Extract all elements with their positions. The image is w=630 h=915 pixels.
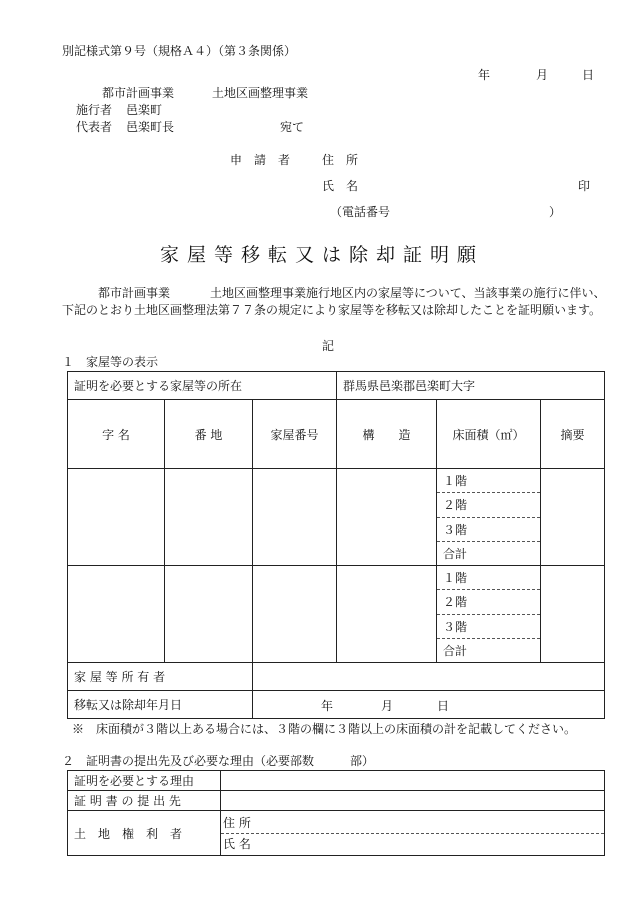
destination-label: 証 明 書 の 提 出 先 <box>68 791 221 811</box>
holder-address-label: 住 所 <box>221 813 604 834</box>
entry1-aza[interactable] <box>68 469 165 566</box>
request-paragraph <box>62 285 607 319</box>
representative-value: 邑楽町長 <box>126 120 175 134</box>
relocation-date-value[interactable] <box>253 691 605 719</box>
entry1-floor-area[interactable] <box>437 469 541 566</box>
applicant-label: 申 請 者 <box>230 153 291 167</box>
entry1-floor-total: 合計 <box>443 546 468 561</box>
reloc-month: 月 <box>381 699 394 713</box>
section2-heading-a: ２ 証明書の提出先及び必要な理由（必要部数 <box>62 754 315 768</box>
honorific: 宛て <box>280 120 305 134</box>
submission-table <box>67 770 605 856</box>
col-house-number: 家屋番号 <box>253 400 337 469</box>
reason-label: 証明を必要とする理由 <box>68 771 221 791</box>
owner-value[interactable] <box>253 663 605 691</box>
phone-close: ） <box>549 205 562 219</box>
representative-label: 代表者 <box>76 120 113 134</box>
applicant-name-label: 氏 名 <box>322 179 359 193</box>
body-text-main: 土地区画整理事業施行地区内の家屋等について、当該事業の施行に伴い、下記のとおり土地区画整理法第７７条の規定により家屋等を移転又は除却したことを証明願います。 <box>62 286 606 317</box>
entry2-lot[interactable] <box>165 566 253 663</box>
entry1-lot[interactable] <box>165 469 253 566</box>
col-remarks: 摘要 <box>541 400 605 469</box>
ki-heading: 記 <box>322 339 335 353</box>
reloc-year: 年 <box>321 699 334 713</box>
holder-value[interactable] <box>221 811 605 856</box>
body-project1: 都市計画事業 <box>98 286 171 300</box>
entry2-floor-3: ３階 <box>437 615 540 639</box>
entry2-house-number[interactable] <box>253 566 337 663</box>
owner-label: 家 屋 等 所 有 者 <box>68 663 253 691</box>
floor-area-note: ※ 床面積が３階以上ある場合には、３階の欄に３階以上の床面積の計を記載してください。 <box>72 722 577 736</box>
addressee-project2: 土地区画整理事業 <box>212 86 309 100</box>
col-aza-name: 字 名 <box>68 400 165 469</box>
date-day-label: 日 <box>582 68 595 82</box>
date-month-label: 月 <box>536 68 549 82</box>
operator-value: 邑楽町 <box>126 103 163 117</box>
holder-label: 土 地 権 利 者 <box>68 811 221 856</box>
entry1-floor-1: １階 <box>437 469 540 493</box>
reason-value[interactable] <box>221 771 605 791</box>
date-year-label: 年 <box>478 68 491 82</box>
location-label: 証明を必要とする家屋等の所在 <box>68 372 337 400</box>
section1-heading: １ 家屋等の表示 <box>62 355 159 369</box>
relocation-date-label: 移転又は除却年月日 <box>68 691 253 719</box>
entry1-house-number[interactable] <box>253 469 337 566</box>
seal-mark: 印 <box>578 179 591 193</box>
phone-open: （電話番号 <box>330 205 391 219</box>
entry1-structure[interactable] <box>337 469 437 566</box>
house-table <box>67 371 605 719</box>
entry2-floor-area[interactable] <box>437 566 541 663</box>
entry2-aza[interactable] <box>68 566 165 663</box>
document-title: 家屋等移転又は除却証明願 <box>160 244 485 266</box>
entry2-floor-total: 合計 <box>443 643 468 658</box>
entry1-remarks[interactable] <box>541 469 605 566</box>
operator-label: 施行者 <box>76 103 113 117</box>
entry1-floor-3: ３階 <box>437 518 540 542</box>
section2-heading-b: 部） <box>350 754 375 768</box>
entry2-floor-1: １階 <box>437 566 540 590</box>
holder-name-label: 氏 名 <box>223 836 251 851</box>
addressee-project1: 都市計画事業 <box>102 86 175 100</box>
applicant-address-label: 住 所 <box>322 153 359 167</box>
reloc-day: 日 <box>437 699 450 713</box>
col-lot-number: 番 地 <box>165 400 253 469</box>
entry2-structure[interactable] <box>337 566 437 663</box>
entry2-remarks[interactable] <box>541 566 605 663</box>
destination-value[interactable] <box>221 791 605 811</box>
col-floor-area: 床面積（㎡） <box>437 400 541 469</box>
entry2-floor-2: ２階 <box>437 590 540 614</box>
form-id: 別記様式第９号（規格Ａ４）（第３条関係） <box>62 44 297 58</box>
section2-heading <box>62 754 374 768</box>
col-structure: 構 造 <box>337 400 437 469</box>
entry1-floor-2: ２階 <box>437 493 540 517</box>
location-value[interactable]: 群馬県邑楽郡邑楽町大字 <box>337 372 605 400</box>
